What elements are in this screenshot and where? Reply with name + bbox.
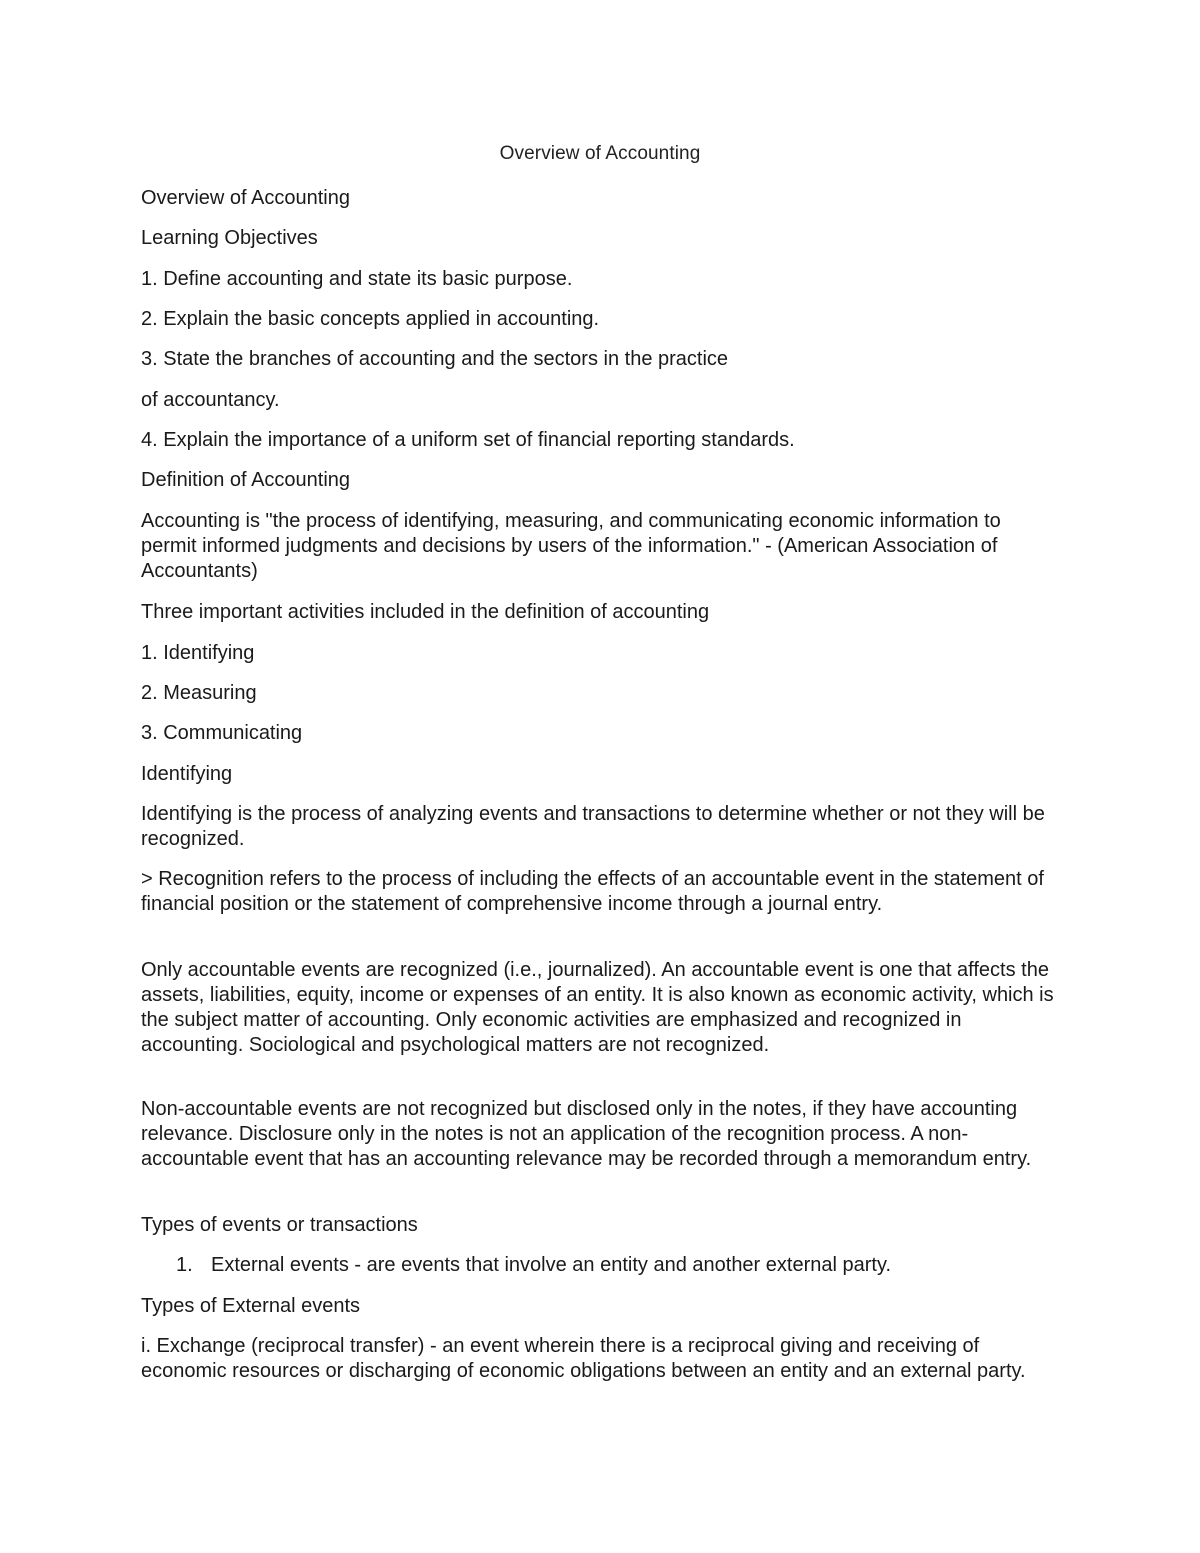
external-events-heading: Types of External events: [141, 1295, 361, 1317]
document-heading: Overview of Accounting: [141, 187, 350, 209]
activity-item: 2. Measuring: [141, 682, 257, 704]
accountable-events-paragraph: Only accountable events are recognized (i.e., journalized). An accountable event is one that affects the assets, liabilities, equity, income or expenses of an entity. It is also known as economic activity, which is the subject matter of accounting. Only economic activities are emphasized and recognized in accounting. Sociological and psychological matters are not recognized.: [141, 959, 1054, 1056]
definition-paragraph: Accounting is "the process of identifying, measuring, and communicating economic information to permit informed judgments and decisions by users of the information." - (American Association of Accountants): [141, 510, 1001, 582]
exchange-paragraph: i. Exchange (reciprocal transfer) - an event wherein there is a reciprocal giving and receiving of economic resources or discharging of economic obligations between an entity and an external party.: [141, 1335, 1026, 1382]
identifying-heading: Identifying: [141, 763, 233, 785]
objective-item: 3. State the branches of accounting and the sectors in the practice: [141, 348, 729, 370]
objective-item: 2. Explain the basic concepts applied in accounting.: [141, 308, 600, 330]
definition-heading: Definition of Accounting: [141, 469, 351, 491]
recognition-paragraph: > Recognition refers to the process of including the effects of an accountable event in the statement of financial position or the statement of comprehensive income through a journal entry.: [141, 868, 1044, 915]
types-of-events-heading: Types of events or transactions: [141, 1214, 418, 1236]
types-list-item: External events - are events that involve an entity and another external party.: [211, 1254, 892, 1276]
identifying-paragraph: Identifying is the process of analyzing events and transactions to determine whether or not they will be recognized.: [141, 803, 1045, 850]
non-accountable-events-paragraph: Non-accountable events are not recognized but disclosed only in the notes, if they have accounting relevance. Disclosure only in the notes is not an application of the recognition process. A non-accountable event that has an accounting relevance may be recorded through a memorandum entry.: [141, 1098, 1032, 1170]
three-activities-heading: Three important activities included in the definition of accounting: [141, 601, 710, 623]
objective-item: 4. Explain the importance of a uniform set of financial reporting standards.: [141, 429, 795, 451]
types-list-number: 1.: [176, 1254, 193, 1276]
activity-item: 1. Identifying: [141, 642, 255, 664]
page-header-title: Overview of Accounting: [499, 143, 701, 164]
learning-objectives-label: Learning Objectives: [141, 227, 318, 249]
activity-item: 3. Communicating: [141, 722, 303, 744]
objective-item: 1. Define accounting and state its basic purpose.: [141, 268, 573, 290]
objective-item-continuation: of accountancy.: [141, 389, 280, 411]
